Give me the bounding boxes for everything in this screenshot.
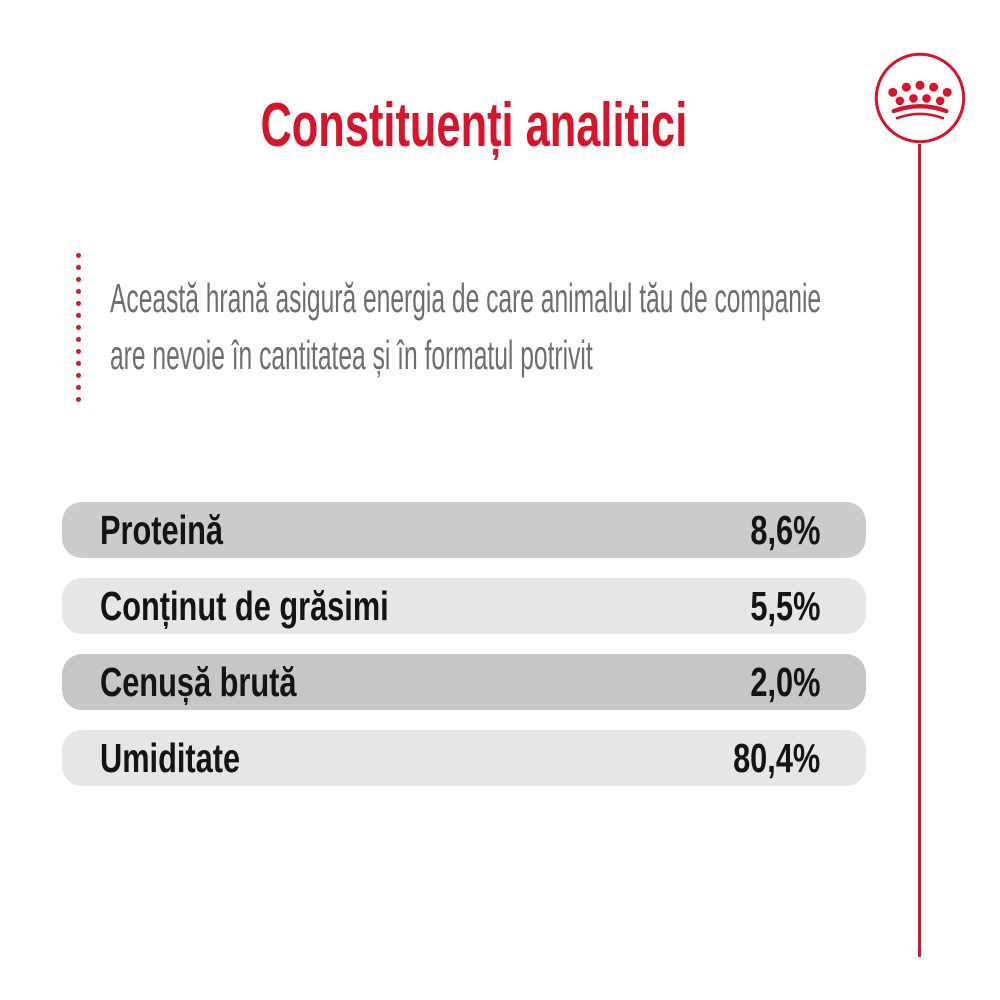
row-value: 80,4% (732, 735, 820, 781)
description-line (110, 327, 1000, 384)
row-value: 5,5% (749, 583, 820, 629)
page-title (0, 91, 947, 160)
vertical-accent-rule (918, 144, 921, 957)
description-line-1: Această hrană asigură energia de care animalul tău de companie (110, 275, 822, 321)
row-label: Cenușă brută (100, 659, 297, 705)
table-row (62, 502, 866, 558)
row-label: Proteină (100, 507, 224, 553)
row-label: Umiditate (100, 735, 241, 781)
row-value: 8,6% (749, 507, 820, 553)
row-value: 2,0% (749, 659, 820, 705)
page-title-text: Constituenți analitici (260, 91, 687, 160)
description-line (110, 270, 1000, 327)
constituents-table (62, 502, 866, 806)
description (110, 270, 1000, 384)
table-row (62, 730, 866, 786)
dotted-accent-line (76, 253, 81, 402)
description-line-2: are nevoie în cantitatea și în formatul potrivit (110, 332, 593, 378)
table-row (62, 578, 866, 634)
table-row (62, 654, 866, 710)
row-label: Conținut de grăsimi (100, 583, 389, 629)
